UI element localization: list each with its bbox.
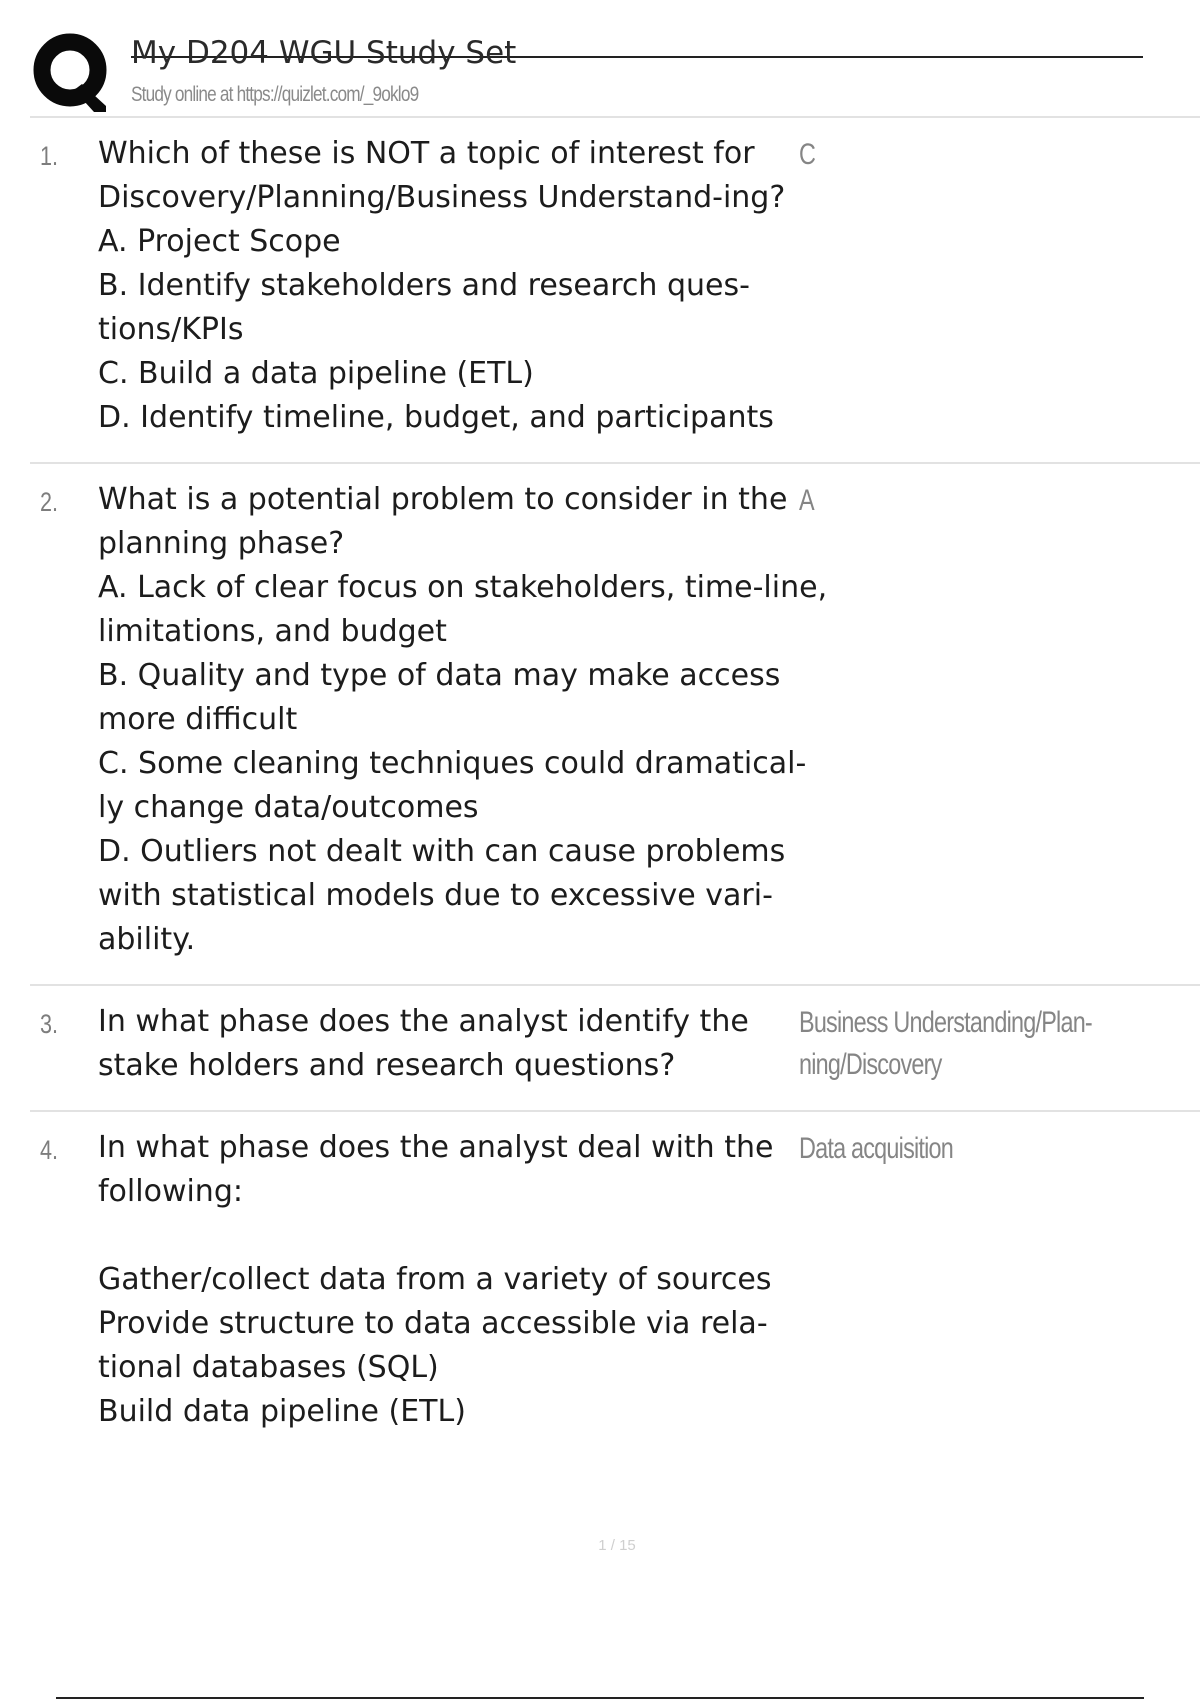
card-question: In what phase does the analyst identify the stake holders and research questions?: [98, 1004, 749, 1083]
flashcard: [30, 464, 1200, 986]
card-number: 1.: [40, 141, 59, 171]
card-question: Which of these is NOT a topic of interest for Discovery/Planning/Business Understand-ing? A. Project Scope B. Identify stakeholders and research ques-tions/KPIs C. Build a data pipeline (ETL) D. Identify timeline, budget, and participants: [98, 136, 786, 435]
card-answer: C: [799, 138, 816, 171]
flashcard: [30, 118, 1200, 464]
study-set-title: My D204 WGU Study Set: [131, 35, 517, 71]
card-question: What is a potential problem to consider in the planning phase? A. Lack of clear focus on stakeholders, time-line, limitations, and budget B. Quality and type of data may make access more difficult C. Some cleaning techniques could dramatical-ly change data/outcomes D. Outliers not dealt with can cause problems with statistical models due to excessive vari-ability.: [98, 482, 828, 957]
card-number: 4.: [40, 1135, 59, 1165]
study-online-link-text: Study online at https://quizlet.com/_9oklo9: [131, 83, 419, 106]
page-number: 1 / 15: [598, 1537, 636, 1554]
card-answer: Data acquisition: [799, 1132, 954, 1165]
flashcard: [30, 1112, 1200, 1456]
flashcard-list: [0, 118, 1200, 1456]
card-number: 3.: [40, 1009, 59, 1039]
card-answer: A: [799, 484, 814, 517]
card-number: 2.: [40, 487, 59, 517]
quizlet-q-logo-icon: [32, 32, 112, 112]
footer-rule: [56, 1697, 1144, 1699]
page-header: [0, 0, 1200, 118]
card-answer: Business Understanding/Plan-ning/Discovery: [799, 1006, 1092, 1081]
card-question: In what phase does the analyst deal with the following: Gather/collect data from a variety of sources Provide structure to data accessible via rela-tional databases (SQL) Build data pipeline (ETL): [98, 1130, 774, 1429]
flashcard: [30, 986, 1200, 1112]
